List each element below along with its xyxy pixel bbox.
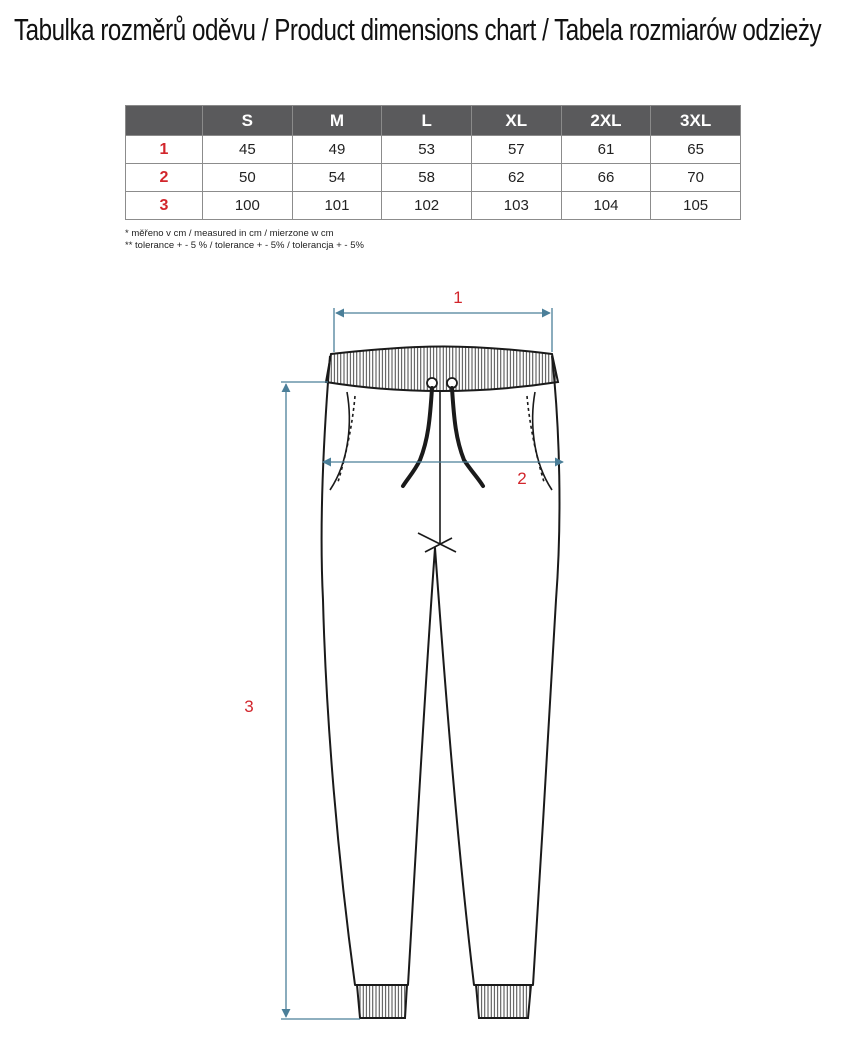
row-label: 1	[126, 136, 203, 164]
table-cell: 61	[561, 136, 651, 164]
table-cell: 70	[651, 164, 741, 192]
table-cell: 101	[292, 192, 382, 220]
table-cell: 50	[203, 164, 293, 192]
waistband	[326, 347, 558, 392]
column-header-s: S	[203, 106, 293, 136]
table-cell: 49	[292, 136, 382, 164]
measurement-note: * měřeno v cm / measured in cm / mierzone w cm	[125, 228, 334, 239]
column-header-xl: XL	[471, 106, 561, 136]
table-cell: 62	[471, 164, 561, 192]
table-cell: 57	[471, 136, 561, 164]
measurement-line-1	[334, 308, 552, 352]
table-cell: 58	[382, 164, 472, 192]
row-label: 3	[126, 192, 203, 220]
table-cell: 53	[382, 136, 472, 164]
table-cell: 45	[203, 136, 293, 164]
table-cell: 105	[651, 192, 741, 220]
table-cell: 104	[561, 192, 651, 220]
column-header-m: M	[292, 106, 382, 136]
measurement-label-3: 3	[244, 697, 254, 716]
cuffs	[357, 985, 531, 1018]
column-header-l: L	[382, 106, 472, 136]
page-title: Tabulka rozměrů oděvu / Product dimensions chart / Tabela rozmiarów odzieży	[14, 12, 822, 47]
row-label: 2	[126, 164, 203, 192]
column-header-3xl: 3XL	[651, 106, 741, 136]
table-cell: 66	[561, 164, 651, 192]
tolerance-note: ** tolerance + - 5 % / tolerance + - 5% / tolerancja + - 5%	[125, 240, 364, 251]
table-cell: 102	[382, 192, 472, 220]
table-cell: 103	[471, 192, 561, 220]
table-cell: 54	[292, 164, 382, 192]
measurement-label-2: 2	[517, 469, 527, 488]
table-cell: 65	[651, 136, 741, 164]
column-header-2xl: 2XL	[561, 106, 651, 136]
measurement-label-1: 1	[453, 288, 463, 307]
table-cell: 100	[203, 192, 293, 220]
